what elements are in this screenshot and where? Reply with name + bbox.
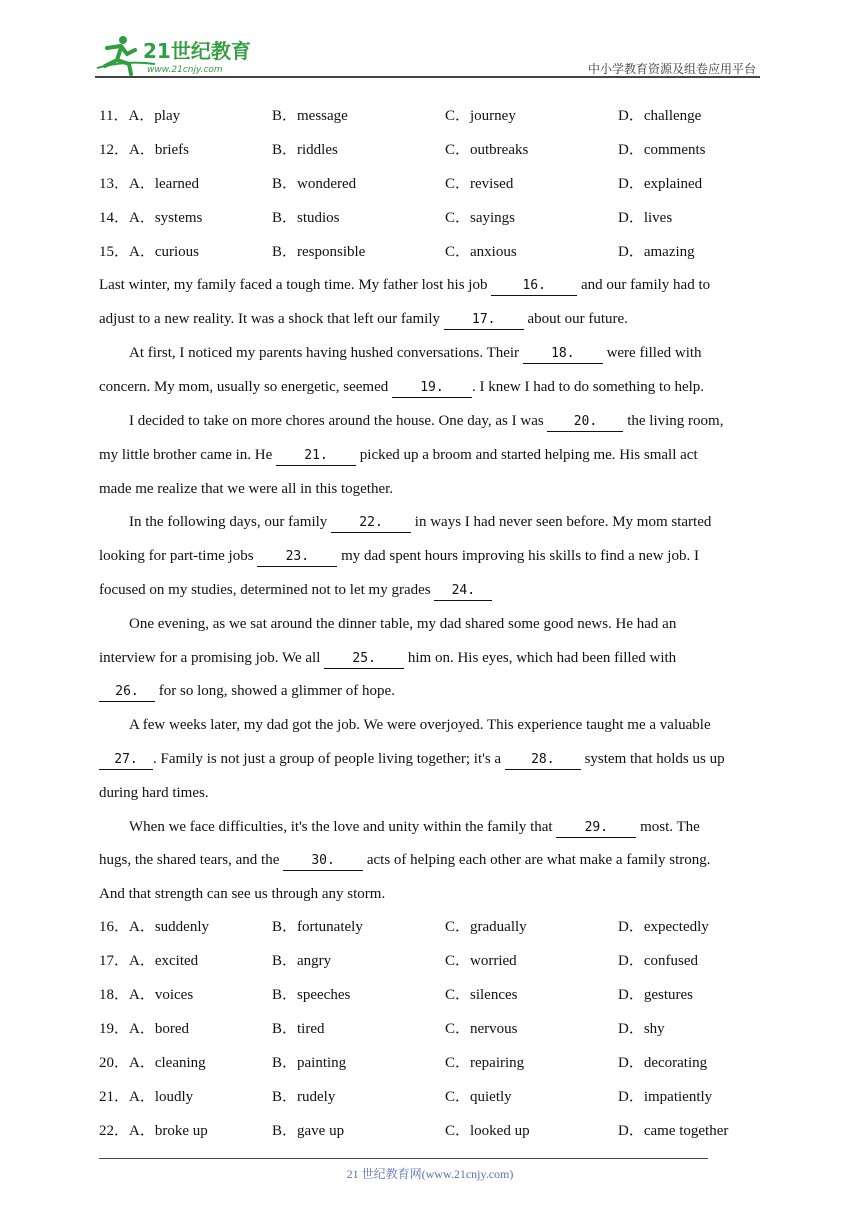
option-a[interactable]: A．learned [129, 176, 199, 192]
option-a[interactable]: A．excited [129, 953, 199, 969]
blank-23[interactable]: 23. [257, 548, 337, 567]
passage-line: hugs, the shared tears, and the 30. acts of helping each other are what make a family strong. [99, 849, 710, 871]
option-a-cell [99, 207, 202, 229]
option-d[interactable]: D．came together [618, 1123, 729, 1139]
option-a[interactable]: A．systems [129, 210, 203, 226]
option-c[interactable]: C．looked up [445, 1123, 530, 1139]
blank-21[interactable]: 21. [276, 447, 356, 466]
question-number: 17． [99, 953, 130, 969]
option-d[interactable]: D．decorating [618, 1055, 708, 1071]
option-b[interactable]: B．wondered [272, 176, 357, 192]
logo-wordmark: 21世纪教育 [143, 39, 251, 63]
option-c[interactable]: C．silences [445, 987, 518, 1003]
runner-logo-icon [95, 34, 260, 76]
option-row [99, 984, 779, 1006]
question-number: 21． [99, 1089, 130, 1105]
page-header [95, 30, 760, 78]
header-divider [95, 76, 760, 78]
option-c[interactable]: C．sayings [445, 210, 516, 226]
passage-line: focused on my studies, determined not to let my grades 24. [99, 579, 492, 601]
option-b[interactable]: B．fortunately [272, 919, 363, 935]
option-row [99, 1018, 779, 1040]
option-b[interactable]: B．speeches [272, 987, 351, 1003]
option-b[interactable]: B．painting [272, 1055, 347, 1071]
option-d[interactable]: D．shy [618, 1021, 665, 1037]
option-d[interactable]: D．amazing [618, 244, 695, 260]
option-b[interactable]: B．responsible [272, 244, 366, 260]
passage-line: At first, I noticed my parents having hushed conversations. Their 18. were filled with [129, 342, 702, 364]
option-row [99, 1052, 779, 1074]
option-c[interactable]: C．gradually [445, 919, 527, 935]
passage-line: 27. . Family is not just a group of people living together; it's a 28. system that holds us up [99, 748, 725, 770]
option-c[interactable]: C．repairing [445, 1055, 525, 1071]
passage-line: When we face difficulties, it's the love and unity within the family that 29. most. The [129, 816, 700, 838]
question-number: 16． [99, 919, 130, 935]
option-c[interactable]: C．outbreaks [445, 142, 529, 158]
blank-25[interactable]: 25. [324, 650, 404, 669]
option-a[interactable]: A．play [128, 108, 181, 124]
option-a-cell [99, 1018, 189, 1040]
blank-30[interactable]: 30. [283, 852, 363, 871]
option-a[interactable]: A．voices [129, 987, 194, 1003]
option-a-cell [99, 241, 199, 263]
passage-line: And that strength can see us through any storm. [99, 886, 386, 902]
option-c[interactable]: C．anxious [445, 244, 517, 260]
option-a-cell [99, 105, 180, 127]
option-row [99, 173, 779, 195]
blank-29[interactable]: 29. [556, 819, 636, 838]
option-b[interactable]: B．riddles [272, 142, 338, 158]
option-d[interactable]: D．explained [618, 176, 703, 192]
option-a[interactable]: A．bored [129, 1021, 190, 1037]
option-d[interactable]: D．impatiently [618, 1089, 713, 1105]
passage-line: 26. for so long, showed a glimmer of hope. [99, 680, 395, 702]
passage-line: during hard times. [99, 785, 209, 801]
option-d[interactable]: D．lives [618, 210, 673, 226]
passage-line: In the following days, our family 22. in ways I had never seen before. My mom started [129, 511, 711, 533]
option-a-cell [99, 1052, 206, 1074]
passage-line: concern. My mom, usually so energetic, seemed 19. . I knew I had to do something to help. [99, 376, 704, 398]
option-a-cell [99, 916, 209, 938]
option-d[interactable]: D．confused [618, 953, 698, 969]
question-number: 11． [99, 108, 129, 124]
option-d[interactable]: D．gestures [618, 987, 693, 1003]
option-row [99, 916, 779, 938]
option-a[interactable]: A．broke up [129, 1123, 208, 1139]
option-c[interactable]: C．revised [445, 176, 514, 192]
option-row [99, 139, 779, 161]
option-c[interactable]: C．worried [445, 953, 517, 969]
blank-28[interactable]: 28. [505, 751, 581, 770]
option-c[interactable]: C．nervous [445, 1021, 518, 1037]
passage-line: A few weeks later, my dad got the job. We were overjoyed. This experience taught me a valuable [129, 717, 711, 733]
option-b[interactable]: B．tired [272, 1021, 325, 1037]
question-number: 19． [99, 1021, 130, 1037]
option-b[interactable]: B．rudely [272, 1089, 336, 1105]
header-platform-label: 中小学教育资源及组卷应用平台 [587, 62, 756, 76]
option-row [99, 1086, 779, 1108]
question-number: 18． [99, 987, 130, 1003]
logo-url: www.21cnjy.com [147, 65, 223, 75]
option-row [99, 105, 779, 127]
question-number: 15． [99, 244, 130, 260]
blank-22[interactable]: 22. [331, 514, 411, 533]
question-number: 14． [99, 210, 130, 226]
blank-19[interactable]: 19. [392, 379, 472, 398]
option-d[interactable]: D．expectedly [618, 919, 709, 935]
option-a-cell [99, 139, 189, 161]
site-logo [95, 34, 260, 76]
blank-18[interactable]: 18. [523, 345, 603, 364]
passage-line: One evening, as we sat around the dinner table, my dad shared some good news. He had an [129, 616, 677, 632]
blank-24[interactable]: 24. [434, 582, 492, 601]
option-a[interactable]: A．curious [129, 244, 200, 260]
blank-17[interactable]: 17. [444, 311, 524, 330]
option-c[interactable]: C．quietly [445, 1089, 512, 1105]
option-row [99, 207, 779, 229]
passage-line: my little brother came in. He 21. picked up a broom and started helping me. His small act [99, 444, 698, 466]
blank-16[interactable]: 16. [491, 277, 577, 296]
option-b[interactable]: B．studios [272, 210, 340, 226]
passage-line: looking for part-time jobs 23. my dad spent hours improving his skills to find a new job. I [99, 545, 699, 567]
option-a[interactable]: A．suddenly [129, 919, 210, 935]
blank-20[interactable]: 20. [547, 413, 623, 432]
option-b[interactable]: B．message [272, 108, 348, 124]
option-a-cell [99, 1120, 208, 1142]
option-c[interactable]: C．journey [445, 108, 516, 124]
option-a-cell [99, 1086, 193, 1108]
passage-line: made me realize that we were all in this together. [99, 481, 394, 497]
footer-divider [99, 1158, 708, 1159]
option-a-cell [99, 173, 199, 195]
option-row [99, 1120, 779, 1142]
passage-line: Last winter, my family faced a tough time. My father lost his job 16. and our family had to [99, 274, 710, 296]
option-d[interactable]: D．comments [618, 142, 706, 158]
option-a[interactable]: A．briefs [129, 142, 190, 158]
footer-source: 21 世纪教育网(www.21cnjy.com) [346, 1167, 514, 1181]
option-b[interactable]: B．gave up [272, 1123, 345, 1139]
blank-26[interactable]: 26. [99, 683, 155, 702]
option-a-cell [99, 950, 198, 972]
option-a[interactable]: A．loudly [129, 1089, 194, 1105]
blank-27[interactable]: 27. [99, 751, 153, 770]
question-number: 12． [99, 142, 130, 158]
question-number: 13． [99, 176, 130, 192]
option-d[interactable]: D．challenge [618, 108, 702, 124]
option-row [99, 950, 779, 972]
option-a-cell [99, 984, 193, 1006]
passage-line: interview for a promising job. We all 25. him on. His eyes, which had been filled with [99, 647, 676, 669]
option-b[interactable]: B．angry [272, 953, 332, 969]
option-a[interactable]: A．cleaning [129, 1055, 206, 1071]
question-number: 22． [99, 1123, 130, 1139]
passage-line: adjust to a new reality. It was a shock that left our family 17. about our future. [99, 308, 628, 330]
passage-line: I decided to take on more chores around the house. One day, as I was 20. the living room, [129, 410, 723, 432]
question-number: 20． [99, 1055, 130, 1071]
option-row [99, 241, 779, 263]
